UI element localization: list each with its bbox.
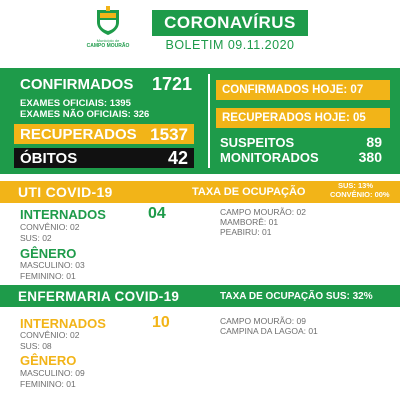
- monitorados-value: 380: [358, 149, 382, 165]
- uti-feminino: FEMININO: 01: [20, 271, 76, 281]
- uti-header-bar: [0, 181, 400, 203]
- crest-icon: [95, 6, 121, 36]
- uti-cidade: MAMBORÊ: 01: [220, 217, 279, 227]
- enf-cidade: CAMPINA DA LAGOA: 01: [220, 326, 318, 336]
- suspeitos-value: 89: [366, 134, 382, 150]
- uti-genero-label: GÊNERO: [20, 246, 77, 261]
- recuperados-hoje: RECUPERADOS HOJE: 05: [222, 112, 366, 124]
- uti-masculino: MASCULINO: 03: [20, 260, 85, 270]
- exames-oficiais: EXAMES OFICIAIS: 1395: [20, 98, 131, 109]
- uti-cidade: CAMPO MOURÃO: 02: [220, 207, 306, 217]
- uti-sus: SUS: 02: [20, 233, 52, 243]
- confirmados-label: CONFIRMADOS: [20, 76, 134, 93]
- confirmados-value: 1721: [152, 74, 193, 94]
- enf-genero-label: GÊNERO: [20, 353, 77, 368]
- vertical-divider: [208, 74, 210, 168]
- confirmados-hoje: CONFIRMADOS HOJE: 07: [222, 84, 364, 96]
- recuperados-hoje-bar: [216, 108, 390, 128]
- enfermaria-header-bar: [0, 285, 400, 307]
- enf-cidade: CAMPO MOURÃO: 09: [220, 316, 306, 326]
- enf-sus: SUS: 08: [20, 341, 52, 351]
- obitos-label: ÓBITOS: [20, 150, 78, 167]
- bulletin-date: BOLETIM 09.11.2020: [165, 38, 295, 52]
- recuperados-label: RECUPERADOS: [20, 126, 137, 143]
- suspeitos-label: SUSPEITOS: [220, 135, 295, 150]
- monitorados-label: MONITORADOS: [220, 150, 319, 165]
- exames-nao-oficiais: EXAMES NÃO OFICIAIS: 326: [20, 109, 150, 120]
- recuperados-bar: [14, 124, 194, 144]
- enf-convenio: CONVÊNIO: 02: [20, 330, 80, 340]
- uti-taxa-label: TAXA DE OCUPAÇÃO: [192, 186, 306, 198]
- confirmados-hoje-bar: [216, 80, 390, 100]
- logo-subtitle: Município de: [96, 38, 120, 43]
- enf-masculino: MASCULINO: 09: [20, 368, 85, 378]
- uti-taxa-convenio: CONVÊNIO: 00%: [330, 190, 390, 199]
- page-title: CORONAVÍRUS: [152, 10, 308, 36]
- uti-taxa-sus: SUS: 13%: [338, 181, 374, 190]
- enf-internados-value: 10: [152, 314, 170, 331]
- obitos-bar: [14, 148, 194, 168]
- recuperados-value: 1537: [150, 125, 188, 144]
- enfermaria-taxa: TAXA DE OCUPAÇÃO SUS: 32%: [220, 291, 373, 302]
- enf-internados-label: INTERNADOS: [20, 316, 106, 331]
- uti-internados-label: INTERNADOS: [20, 207, 106, 222]
- uti-internados-value: 04: [148, 205, 166, 222]
- uti-cidade: PEABIRU: 01: [220, 227, 272, 237]
- municipality-logo: [78, 6, 138, 60]
- enf-feminino: FEMININO: 01: [20, 379, 76, 389]
- uti-title: UTI COVID-19: [18, 184, 113, 200]
- obitos-value: 42: [167, 148, 188, 168]
- enfermaria-title: ENFERMARIA COVID-19: [18, 289, 180, 304]
- uti-convenio: CONVÊNIO: 02: [20, 222, 80, 232]
- header: [0, 0, 400, 68]
- logo-name: CAMPO MOURÃO: [86, 43, 130, 49]
- summary-panel: [0, 68, 400, 174]
